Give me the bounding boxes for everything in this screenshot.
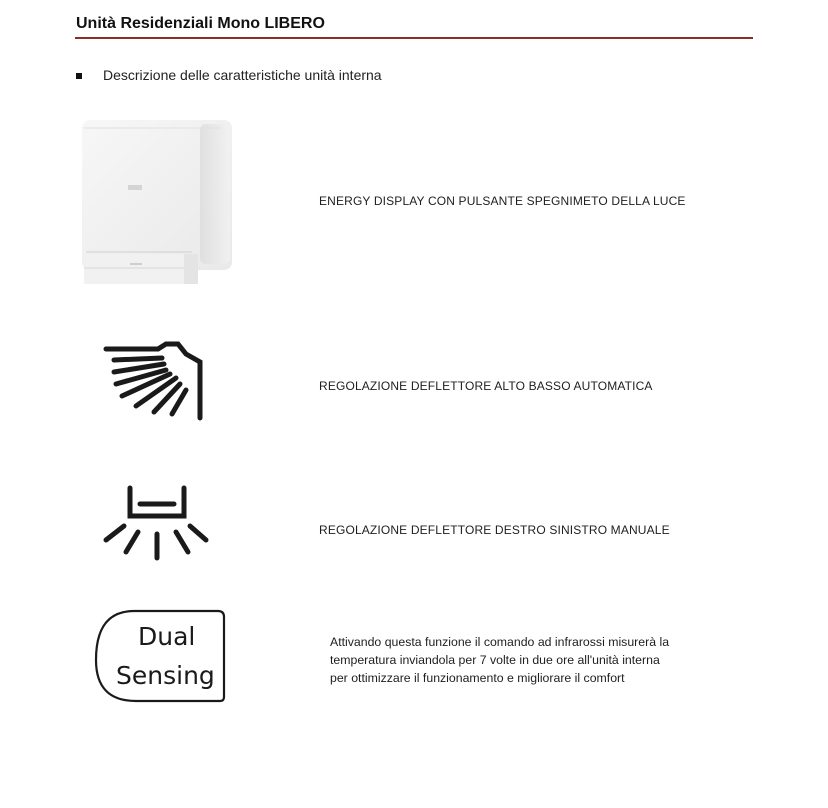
dual-sensing-icon	[94, 608, 228, 704]
feature-energy-display-text: ENERGY DISPLAY CON PULSANTE SPEGNIMETO DELLA LUCE	[319, 194, 686, 208]
title-divider	[75, 37, 753, 39]
horizontal-swing-icon	[100, 482, 210, 562]
description-line: temperatura inviandola per 7 volte in due ore all'unità interna	[330, 653, 660, 667]
description-line: per ottimizzare il funzionamento e migliorare il comfort	[330, 671, 625, 685]
page-title: Unità Residenziali Mono LIBERO	[76, 15, 325, 32]
description-line: Attivando questa funzione il comando ad infrarossi misurerà la	[330, 635, 670, 649]
indoor-unit-image	[80, 118, 235, 288]
feature-vertical-swing-text: REGOLAZIONE DEFLETTORE ALTO BASSO AUTOMATICA	[319, 379, 653, 393]
dual-sensing-line2: Sensing	[116, 661, 215, 690]
vertical-swing-icon	[100, 342, 210, 424]
dual-sensing-description	[330, 633, 750, 687]
intro-text: Descrizione delle caratteristiche unità interna	[103, 67, 382, 83]
dual-sensing-line1: Dual	[138, 622, 196, 651]
feature-horizontal-swing-text: REGOLAZIONE DEFLETTORE DESTRO SINISTRO MANUALE	[319, 523, 670, 537]
bullet-marker	[76, 73, 82, 79]
